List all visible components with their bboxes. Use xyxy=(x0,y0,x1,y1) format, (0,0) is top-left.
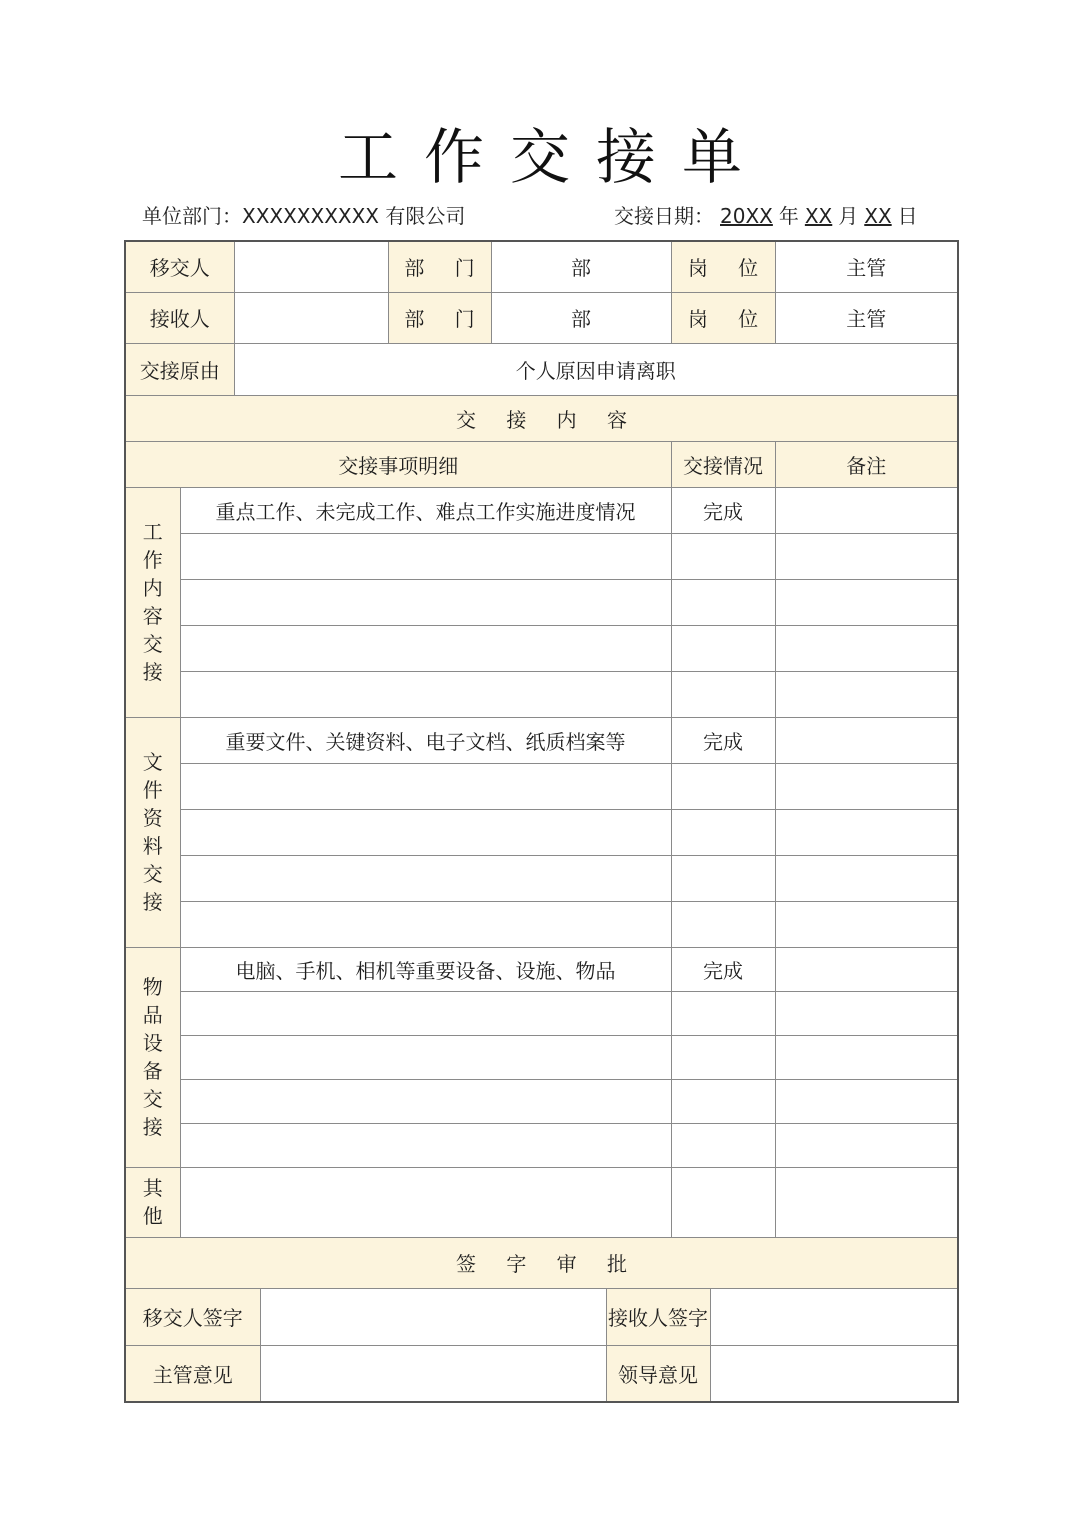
other-remark-cell[interactable] xyxy=(775,1167,958,1237)
handover-date xyxy=(614,200,918,232)
table-row xyxy=(125,1035,958,1079)
sender-position-label: 岗 位 xyxy=(671,241,775,292)
status-cell[interactable] xyxy=(671,763,775,809)
table-row xyxy=(125,625,958,671)
supervisor-opinion-field[interactable] xyxy=(260,1345,606,1402)
group-label-char: 件 xyxy=(142,778,163,802)
reason-label: 交接原由 xyxy=(125,343,234,395)
receiver-name-cell[interactable] xyxy=(234,292,388,343)
group-label-char: 他 xyxy=(142,1204,163,1228)
group-label-char: 内 xyxy=(142,576,163,600)
detail-cell[interactable] xyxy=(180,991,671,1035)
other-row xyxy=(125,1167,958,1237)
leader-opinion-field[interactable] xyxy=(710,1345,958,1402)
group-label-other xyxy=(125,1167,180,1237)
group-label-char: 文 xyxy=(142,750,163,774)
table-row xyxy=(125,717,958,763)
sender-sign-field[interactable] xyxy=(260,1288,606,1345)
remark-cell[interactable] xyxy=(775,809,958,855)
day-label: 日 xyxy=(897,204,918,228)
group-label-char: 接 xyxy=(142,660,163,684)
remark-cell[interactable] xyxy=(775,579,958,625)
detail-cell[interactable] xyxy=(180,763,671,809)
table-row xyxy=(125,947,958,991)
status-cell[interactable] xyxy=(671,809,775,855)
remark-cell[interactable] xyxy=(775,1079,958,1123)
equipment-item-status[interactable]: 完成 xyxy=(671,947,775,991)
month-label: 月 xyxy=(838,204,859,228)
table-row xyxy=(125,809,958,855)
col-status-header: 交接情况 xyxy=(671,441,775,487)
equipment-item-detail[interactable]: 电脑、手机、相机等重要设备、设施、物品 xyxy=(180,947,671,991)
table-row xyxy=(125,901,958,947)
detail-cell[interactable] xyxy=(180,625,671,671)
handover-form-table xyxy=(124,240,959,1403)
unit-department xyxy=(142,200,465,232)
detail-cell[interactable] xyxy=(180,579,671,625)
leader-opinion-label: 领导意见 xyxy=(606,1345,710,1402)
content-header-row xyxy=(125,441,958,487)
table-row xyxy=(125,579,958,625)
date-day[interactable]: XX xyxy=(864,204,892,228)
approval-section-title: 签 字 审 批 xyxy=(125,1237,958,1288)
detail-cell[interactable] xyxy=(180,671,671,717)
group-label-work xyxy=(125,487,180,717)
group-label-equipment xyxy=(125,947,180,1167)
table-row xyxy=(125,1079,958,1123)
work-item-detail[interactable]: 重点工作、未完成工作、难点工作实施进度情况 xyxy=(180,487,671,533)
signature-row xyxy=(125,1288,958,1345)
date-year[interactable]: 20XX xyxy=(720,204,773,228)
status-cell[interactable] xyxy=(671,1079,775,1123)
work-item-status[interactable]: 完成 xyxy=(671,487,775,533)
approval-section-row xyxy=(125,1237,958,1288)
page-title: 工作交接单 xyxy=(338,123,768,193)
receiver-sign-field[interactable] xyxy=(710,1288,958,1345)
col-remark-header: 备注 xyxy=(775,441,958,487)
other-detail-cell[interactable] xyxy=(180,1167,671,1237)
status-cell[interactable] xyxy=(671,901,775,947)
group-label-char: 作 xyxy=(142,548,163,572)
group-label-char: 品 xyxy=(142,1003,163,1027)
receiver-position-value[interactable]: 主管 xyxy=(775,292,958,343)
remark-cell[interactable] xyxy=(775,901,958,947)
sender-dept-value[interactable]: 部 xyxy=(491,241,671,292)
table-row xyxy=(125,1123,958,1167)
detail-cell[interactable] xyxy=(180,1123,671,1167)
detail-cell[interactable] xyxy=(180,533,671,579)
remark-cell[interactable] xyxy=(775,763,958,809)
supervisor-opinion-label: 主管意见 xyxy=(125,1345,260,1402)
status-cell[interactable] xyxy=(671,533,775,579)
equipment-item-remark[interactable] xyxy=(775,947,958,991)
group-label-char: 交 xyxy=(142,1087,163,1111)
reason-value[interactable]: 个人原因申请离职 xyxy=(234,343,958,395)
group-label-char: 接 xyxy=(142,1115,163,1139)
sender-position-value[interactable]: 主管 xyxy=(775,241,958,292)
receiver-position-label: 岗 位 xyxy=(671,292,775,343)
date-month[interactable]: XX xyxy=(804,204,833,228)
opinion-row xyxy=(125,1345,958,1402)
status-cell[interactable] xyxy=(671,1123,775,1167)
status-cell[interactable] xyxy=(671,579,775,625)
status-cell[interactable] xyxy=(671,1035,775,1079)
reason-row xyxy=(125,343,958,395)
receiver-row xyxy=(125,292,958,343)
remark-cell[interactable] xyxy=(775,991,958,1035)
year-label: 年 xyxy=(778,204,799,228)
sender-row xyxy=(125,241,958,292)
remark-cell[interactable] xyxy=(775,533,958,579)
group-label-char: 容 xyxy=(142,604,163,628)
status-cell[interactable] xyxy=(671,991,775,1035)
remark-cell[interactable] xyxy=(775,671,958,717)
group-label-char: 料 xyxy=(142,834,163,858)
receiver-dept-value[interactable]: 部 xyxy=(491,292,671,343)
group-label-char: 物 xyxy=(142,975,163,999)
status-cell[interactable] xyxy=(671,625,775,671)
col-detail-header: 交接事项明细 xyxy=(125,441,671,487)
group-label-char: 设 xyxy=(142,1031,163,1055)
sender-sign-label: 移交人签字 xyxy=(125,1288,260,1345)
receiver-dept-label: 部 门 xyxy=(388,292,491,343)
detail-cell[interactable] xyxy=(180,901,671,947)
remark-cell[interactable] xyxy=(775,1123,958,1167)
detail-cell[interactable] xyxy=(180,855,671,901)
table-row xyxy=(125,671,958,717)
status-cell[interactable] xyxy=(671,671,775,717)
sender-name-cell[interactable] xyxy=(234,241,388,292)
group-label-char: 备 xyxy=(142,1059,163,1083)
unit-label: 单位部门： xyxy=(142,204,242,228)
table-row xyxy=(125,487,958,533)
detail-cell[interactable] xyxy=(180,809,671,855)
group-label-char: 接 xyxy=(142,890,163,914)
group-label-char: 资 xyxy=(142,806,163,830)
content-section-title: 交 接 内 容 xyxy=(125,395,958,441)
group-label-char: 交 xyxy=(142,632,163,656)
receiver-sign-label: 接收人签字 xyxy=(606,1288,710,1345)
documents-item-status[interactable]: 完成 xyxy=(671,717,775,763)
table-row xyxy=(125,763,958,809)
detail-cell[interactable] xyxy=(180,1035,671,1079)
documents-item-detail[interactable]: 重要文件、关键资料、电子文档、纸质档案等 xyxy=(180,717,671,763)
group-label-char: 交 xyxy=(142,862,163,886)
remark-cell[interactable] xyxy=(775,855,958,901)
table-row xyxy=(125,533,958,579)
group-label-documents xyxy=(125,717,180,947)
remark-cell[interactable] xyxy=(775,1035,958,1079)
content-section-row xyxy=(125,395,958,441)
other-status-cell[interactable] xyxy=(671,1167,775,1237)
date-label: 交接日期： xyxy=(614,204,714,228)
table-row xyxy=(125,855,958,901)
documents-item-remark[interactable] xyxy=(775,717,958,763)
status-cell[interactable] xyxy=(671,855,775,901)
table-row xyxy=(125,991,958,1035)
group-label-char: 工 xyxy=(142,520,163,544)
group-label-char: 其 xyxy=(142,1176,163,1200)
work-item-remark[interactable] xyxy=(775,487,958,533)
remark-cell[interactable] xyxy=(775,625,958,671)
sender-label: 移交人 xyxy=(125,241,234,292)
detail-cell[interactable] xyxy=(180,1079,671,1123)
unit-value[interactable]: XXXXXXXXXX 有限公司 xyxy=(242,204,466,228)
sender-dept-label: 部 门 xyxy=(388,241,491,292)
receiver-label: 接收人 xyxy=(125,292,234,343)
